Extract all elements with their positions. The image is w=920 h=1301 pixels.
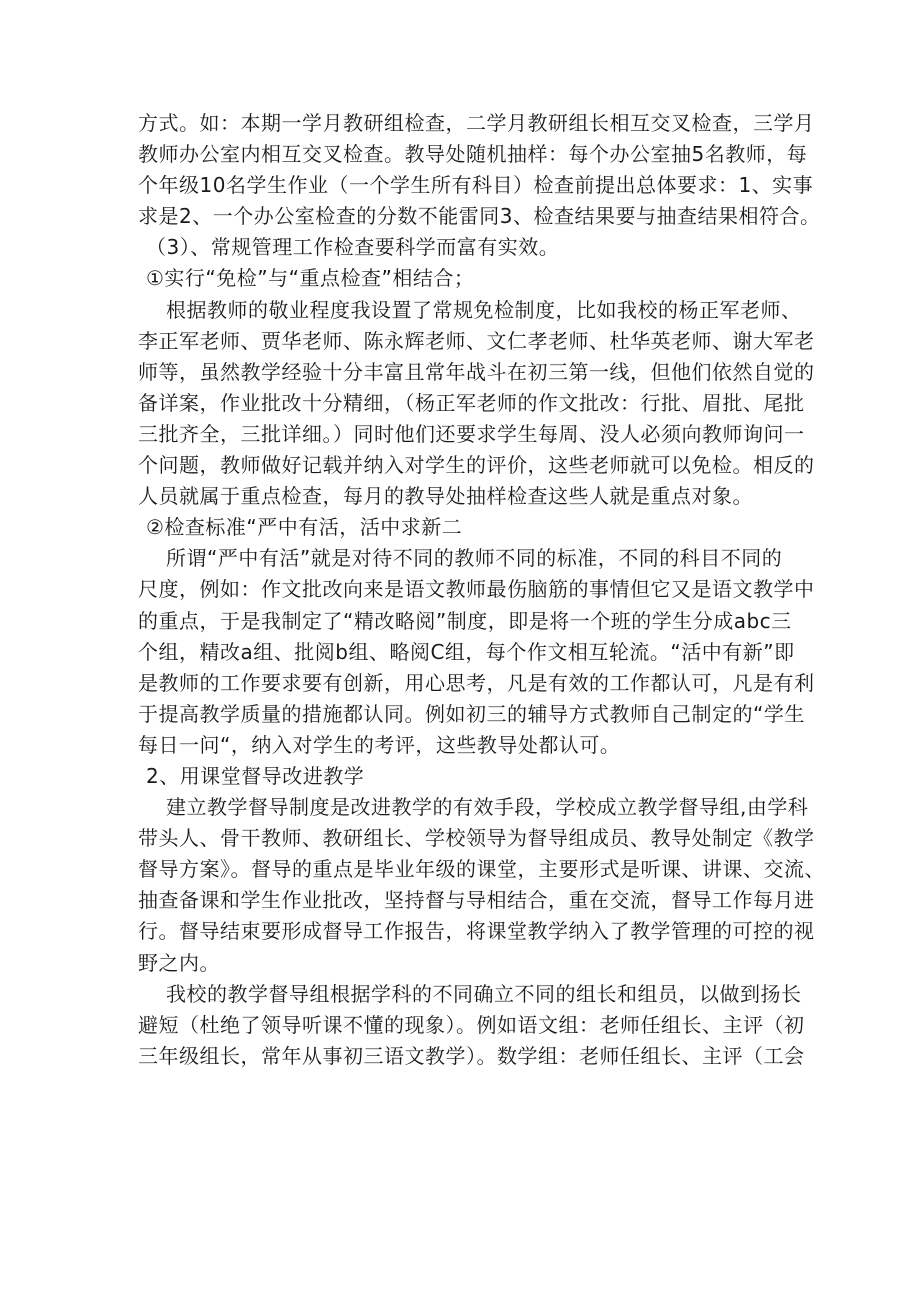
text-line: 个问题，教师做好记载并纳入对学生的评价，这些老师就可以免检。相反的 xyxy=(138,453,815,478)
text-line: 督导方案》。督导的重点是毕业年级的课堂，主要形式是听课、讲课、交流、 xyxy=(138,857,825,882)
body-text xyxy=(138,108,825,1072)
text-line: （3）、常规管理工作检查要科学而富有实效。 xyxy=(146,235,560,260)
text-line: 备详案，作业批改十分精细，（杨正军老师的作文批改：行批、眉批、尾批 xyxy=(138,390,805,415)
text-line: ②检查标准“严中有活，活中求新二 xyxy=(146,515,463,540)
text-line: 三年级组长，常年从事初三语文教学）。数学组：老师任组长、主评（工会 xyxy=(138,1043,805,1068)
text-line: 三批齐全，三批详细。）同时他们还要求学生每周、没人必须向教师询问一 xyxy=(138,421,805,446)
text-line: 于提高教学质量的措施都认同。例如初三的辅导方式教师自己制定的“学生 xyxy=(138,701,805,726)
text-line: 方式。如：本期一学月教研组检查，二学月教研组长相互交叉检查，三学月 xyxy=(138,111,815,135)
text-line: 根据教师的敬业程度我设置了常规免检制度，比如我校的杨正军老师、 xyxy=(166,297,802,322)
text-line: 李正军老师、贾华老师、陈永辉老师、文仁孝老师、杜华英老师、谢大军老 xyxy=(138,328,815,353)
text-line: 是教师的工作要求要有创新，用心思考，凡是有效的工作都认可，凡是有利 xyxy=(138,670,815,695)
text-line: 教师办公室内相互交叉检查。教导处随机抽样：每个办公室抽5名教师，每 xyxy=(138,142,808,167)
text-line: 带头人、骨干教师、教研组长、学校领导为督导组成员、教导处制定《教学 xyxy=(138,826,815,851)
text-line: 求是2、一个办公室检查的分数不能雷同3、检查结果要与抽查结果相符合。 xyxy=(138,204,821,229)
text-line: 抽查备课和学生作业批改，坚持督与导相结合，重在交流，督导工作每月进 xyxy=(138,888,815,913)
text-line: 避短（杜绝了领导听课不懂的现象）。例如语文组：老师任组长、主评（初 xyxy=(138,1012,805,1037)
text-line: 个组，精改a组、批阅b组、略阅C组，每个作文相互轮流。“活中有新”即 xyxy=(138,639,795,664)
text-line: 个年级10名学生作业（一个学生所有科目）检查前提出总体要求：1、实事 xyxy=(138,173,814,198)
text-line: 所谓“严中有活”就是对待不同的教师不同的标准，不同的科目不同的 xyxy=(166,546,783,571)
text-line: 行。督导结束要形成督导工作报告，将课堂教学纳入了教学管理的可控的视 xyxy=(138,919,815,944)
text-line: 人员就属于重点检查，每月的教导处抽样检查这些人就是重点对象。 xyxy=(138,484,753,509)
text-line: 尺度，例如：作文批改向来是语文教师最伤脑筋的事情但它又是语文教学中 xyxy=(138,577,815,602)
section-heading: 2、用课堂督导改进教学 xyxy=(146,763,365,788)
text-line: ①实行“免检”与“重点检查”相结合； xyxy=(146,266,475,291)
text-line: 我校的教学督导组根据学科的不同确立不同的组长和组员，以做到扬长 xyxy=(166,981,802,1006)
text-line: 野之内。 xyxy=(138,950,220,975)
text-line: 建立教学督导制度是改进教学的有效手段，学校成立教学督导组,由学科 xyxy=(166,795,809,820)
text-line: 每日一问“，纳入对学生的考评，这些教导处都认可。 xyxy=(138,732,621,757)
text-line: 的重点，于是我制定了“精改略阅”制度，即是将一个班的学生分成abc三 xyxy=(138,608,792,633)
text-line: 师等，虽然教学经验十分丰富且常年战斗在初三第一线，但他们依然自觉的 xyxy=(138,359,815,384)
